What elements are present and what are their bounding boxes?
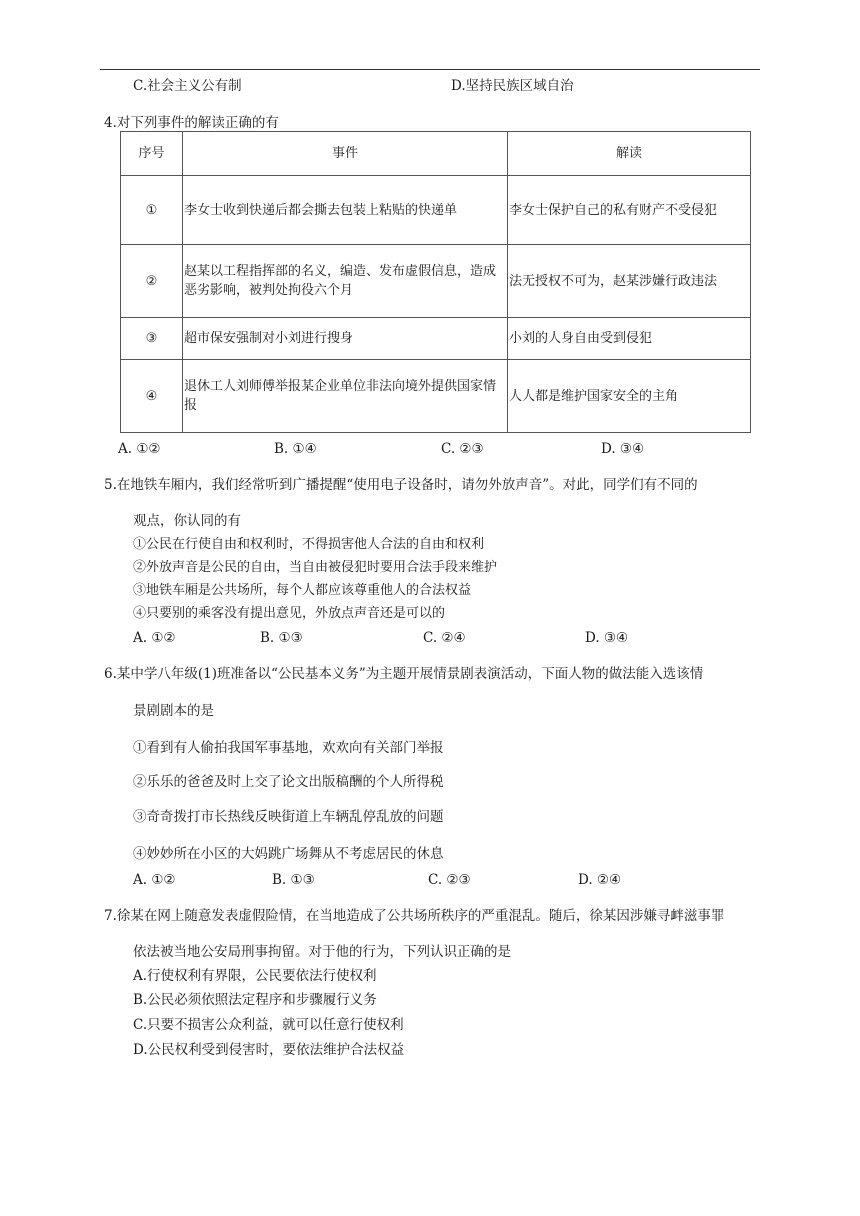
row-reading: 人人都是维护国家安全的主角 xyxy=(508,360,751,433)
row-num: ③ xyxy=(121,318,183,360)
table-row xyxy=(121,245,751,318)
q7-option-b: B.公民必须依照法定程序和步骤履行义务 xyxy=(133,992,377,1008)
q6-stem-line1: 6.某中学八年级(1)班准备以“公民基本义务”为主题开展情景剧表演活动，下面人物的做法能入选该情 xyxy=(104,666,704,682)
q5-item: ②外放声音是公民的自由，当自由被侵犯时要用合法手段来维护 xyxy=(133,560,498,575)
row-reading: 李女士保护自己的私有财产不受侵犯 xyxy=(508,176,751,245)
events-table xyxy=(120,131,751,433)
row-num: ② xyxy=(121,245,183,318)
q7-option-c: C.只要不损害公众利益，就可以任意行使权利 xyxy=(133,1017,404,1033)
q5-item: ③地铁车厢是公共场所，每个人都应该尊重他人的合法权益 xyxy=(133,583,472,598)
q5-option-d: D. ③④ xyxy=(585,630,629,646)
q6-option-b: B. ①③ xyxy=(272,872,315,888)
table-row xyxy=(121,318,751,360)
q7-option-d: D.公民权利受到侵害时，要依法维护合法权益 xyxy=(133,1042,405,1058)
q4-option-b: B. ①④ xyxy=(274,441,317,457)
row-event: 退休工人刘师傅举报某企业单位非法向境外提供国家情报 xyxy=(183,360,508,433)
q6-item: ①看到有人偷拍我国军事基地，欢欢向有关部门举报 xyxy=(133,740,444,756)
q4-option-d: D. ③④ xyxy=(601,441,645,457)
q6-option-a: A. ①② xyxy=(133,872,176,888)
q7-stem-line2: 依法被当地公安局刑事拘留。对于他的行为，下列认识正确的是 xyxy=(133,944,511,960)
q6-option-d: D. ②④ xyxy=(578,872,622,888)
table-row xyxy=(121,176,751,245)
row-event: 赵某以工程指挥部的名义，编造、发布虚假信息，造成恶劣影响，被判处拘役六个月 xyxy=(183,245,508,318)
q5-option-b: B. ①③ xyxy=(260,630,303,646)
q5-item: ①公民在行使自由和权利时，不得损害他人合法的自由和权利 xyxy=(133,537,485,552)
q6-stem-line2: 景剧剧本的是 xyxy=(133,703,214,719)
q5-stem-line1: 5.在地铁车厢内，我们经常听到广播提醒“使用电子设备时，请勿外放声音”。对此，同学们有不同的 xyxy=(104,477,698,493)
table-row xyxy=(121,360,751,433)
q5-option-c: C. ②④ xyxy=(423,630,466,646)
row-reading: 法无授权不可为，赵某涉嫌行政违法 xyxy=(508,245,751,318)
header-num: 序号 xyxy=(121,132,183,176)
row-num: ① xyxy=(121,176,183,245)
header-event: 事件 xyxy=(183,132,508,176)
q3-option-c: C.社会主义公有制 xyxy=(133,78,242,94)
header-reading: 解读 xyxy=(508,132,751,176)
q6-item: ③奇奇拨打市长热线反映街道上车辆乱停乱放的问题 xyxy=(133,809,444,825)
q7-option-a: A.行使权利有界限，公民要依法行使权利 xyxy=(133,968,377,984)
q6-option-c: C. ②③ xyxy=(428,872,471,888)
q4-option-c: C. ②③ xyxy=(441,441,484,457)
q7-stem-line1: 7.徐某在网上随意发表虚假险情，在当地造成了公共场所秩序的严重混乱。随后，徐某因涉嫌寻衅滋事罪 xyxy=(104,908,725,924)
q5-item: ④只要别的乘客没有提出意见，外放点声音还是可以的 xyxy=(133,606,446,621)
q3-option-d: D.坚持民族区域自治 xyxy=(451,78,574,94)
header-rule xyxy=(100,69,760,70)
q6-item: ④妙妙所在小区的大妈跳广场舞从不考虑居民的休息 xyxy=(133,846,444,862)
q4-stem: 4.对下列事件的解读正确的有 xyxy=(104,115,279,131)
row-reading: 小刘的人身自由受到侵犯 xyxy=(508,318,751,360)
q4-option-a: A. ①② xyxy=(118,441,161,457)
q5-option-a: A. ①② xyxy=(133,630,176,646)
table-header-row xyxy=(121,132,751,176)
row-event: 超市保安强制对小刘进行搜身 xyxy=(183,318,508,360)
q6-item: ②乐乐的爸爸及时上交了论文出版稿酬的个人所得税 xyxy=(133,774,444,790)
row-num: ④ xyxy=(121,360,183,433)
row-event: 李女士收到快递后都会撕去包装上粘贴的快递单 xyxy=(183,176,508,245)
q5-stem-line2: 观点，你认同的有 xyxy=(133,513,241,529)
